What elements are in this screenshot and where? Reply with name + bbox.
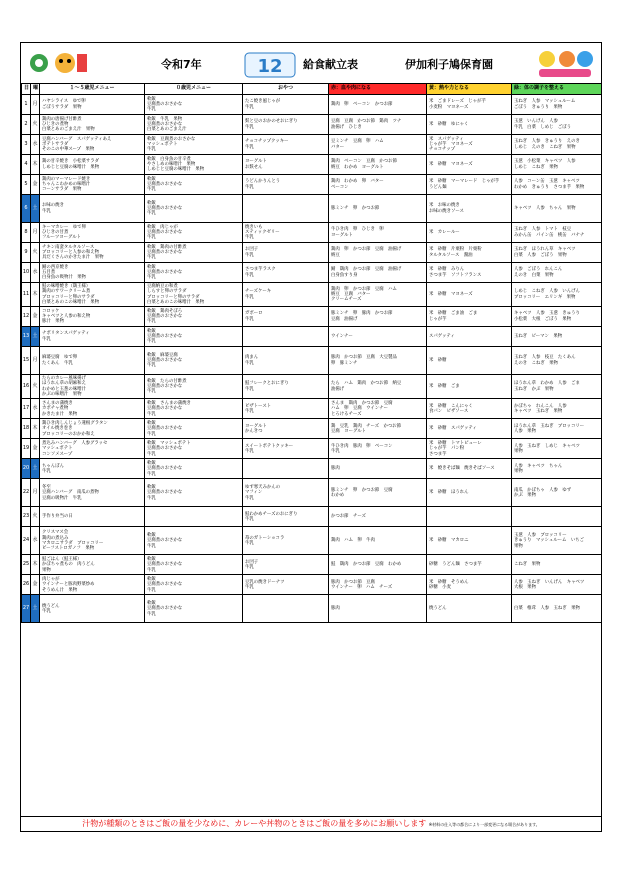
weekday-cell: 火 bbox=[31, 375, 40, 399]
weekday-cell: 火 bbox=[31, 507, 40, 527]
day-cell: 15 bbox=[22, 347, 31, 375]
green-group-cell: 人参 ごぼう れんこん えのき 白菜 果物 bbox=[512, 263, 602, 283]
green-group-cell: 玉ねぎ 人参 トマト 枝豆 みかん缶 パイン缶 桃缶 バナナ bbox=[512, 223, 602, 243]
page-title: 給食献立表 bbox=[303, 58, 358, 71]
menu-zero-cell: 軟飯 豆腐煮のおさかな マッシュポテト 牛乳 bbox=[145, 135, 243, 155]
green-group-cell: 玉ねぎ ほうれん草 キャベツ 白菜 人参 ごぼう 果物 bbox=[512, 243, 602, 263]
table-row bbox=[22, 307, 602, 327]
day-cell: 11 bbox=[22, 283, 31, 307]
menu-upper-cell: 鶏ひき肉しんじょう蓮根グラタン オイル焼き巻き ブロッコリーのおかか和え bbox=[40, 419, 145, 439]
menu-zero-cell: 軟飯 豆腐煮のおさかな 牛乳 bbox=[145, 527, 243, 555]
snack-cell: ビザトースト 牛乳 bbox=[243, 399, 329, 419]
green-group-cell: こねぎ 果物 bbox=[512, 555, 602, 575]
weekday-cell: 金 bbox=[31, 307, 40, 327]
yellow-group-cell: 米 砂糖 ゆにゃく bbox=[427, 115, 512, 135]
table-row bbox=[22, 459, 602, 479]
snack-cell: 焼きいも スティックゼリー 牛乳 bbox=[243, 223, 329, 243]
menu-zero-cell: 軟飯 白身魚の甘辛煮 やさしめの味噌汁 果物 しめじと豆腐の味噌汁 果物 bbox=[145, 155, 243, 175]
weekday-cell: 土 bbox=[31, 195, 40, 223]
green-group-cell: キャベツ 人参 玉葱 きゅうり 小松菜 大根 ごぼう 果物 bbox=[512, 307, 602, 327]
day-cell: 26 bbox=[22, 575, 31, 595]
col-weekday: 曜 bbox=[31, 84, 40, 95]
green-group-cell: 人参 キャベツ ちゃん 果物 bbox=[512, 459, 602, 479]
red-group-cell: 鯖 鶏肉 かつお節 豆腐 油揚げ 白身魚すり身 bbox=[329, 263, 427, 283]
weekday-cell: 木 bbox=[31, 555, 40, 575]
menu-upper-cell: コロッケ キャベツと人参の和え物 豚汁 果物 bbox=[40, 307, 145, 327]
table-row bbox=[22, 175, 602, 195]
green-group-cell: 玉ねぎ 人参 枝豆 たくあん えのき こねぎ 果物 bbox=[512, 347, 602, 375]
weekday-cell: 月 bbox=[31, 347, 40, 375]
table-row bbox=[22, 419, 602, 439]
menu-zero-cell: 軟飯 鶏肉の甘酢煮 豆腐煮のおさかな 牛乳 bbox=[145, 243, 243, 263]
col-menu-zero: ０歳児メニュー bbox=[145, 84, 243, 95]
table-row bbox=[22, 283, 602, 307]
yellow-group-cell: 米 砂糖 マカロニ bbox=[427, 527, 512, 555]
yellow-group-cell: 米 お味の焼き お味の焼きソース bbox=[427, 195, 512, 223]
table-header bbox=[22, 84, 602, 95]
red-group-cell: 豚肉 かつお節 豆腐 ウインナー 卵 ハム チーズ bbox=[329, 575, 427, 595]
weekday-cell: 火 bbox=[31, 243, 40, 263]
nursery-name: 伊加利子鳩保育園 bbox=[405, 58, 493, 71]
footer-note: 汁物が種類のときはご飯の量を少なめに、カレーや丼物のときはご飯の量を多めにお願いします bbox=[82, 819, 427, 828]
table-row bbox=[22, 115, 602, 135]
yellow-group-cell: 米 砂糖 マヨネーズ bbox=[427, 283, 512, 307]
menu-upper-cell: 焼うどん 牛乳 bbox=[40, 595, 145, 623]
menu-upper-cell: お味の焼き 牛乳 bbox=[40, 195, 145, 223]
menu-table bbox=[21, 83, 601, 623]
red-group-cell: さんま 鶏肉 かつお節 豆腐 ハム 卵 豆腐 ウインナー とろけるチーズ bbox=[329, 399, 427, 419]
yellow-group-cell: 米 砂糖 こんにゃく 食パン ピザソース bbox=[427, 399, 512, 419]
menu-zero-cell: 軟飯 豆腐煮のおさかな 牛乳 bbox=[145, 479, 243, 507]
table-row bbox=[22, 155, 602, 175]
green-group-cell: 玉葱 いんげん 人参 牛乳 白菜 しめじ ごぼう bbox=[512, 115, 602, 135]
snack-cell: スイートポテトクッキー 牛乳 bbox=[243, 439, 329, 459]
green-group-cell: 玉ねぎ 人参 きゅうり えのき しめじ えのき こねぎ 果物 bbox=[512, 135, 602, 155]
weekday-cell: 木 bbox=[31, 283, 40, 307]
snack-cell: 麩と豆のおかのせおにぎり 牛乳 bbox=[243, 115, 329, 135]
weekday-cell: 月 bbox=[31, 479, 40, 507]
day-cell: 24 bbox=[22, 527, 31, 555]
day-cell: 13 bbox=[22, 327, 31, 347]
menu-zero-cell: 軟飯 豆腐煮のおさかな 牛乳 bbox=[145, 575, 243, 595]
menu-zero-cell: 軟飯 豆腐煮のおさかな 牛乳 bbox=[145, 419, 243, 439]
yellow-group-cell: スパゲッティ bbox=[427, 327, 512, 347]
day-cell: 20 bbox=[22, 459, 31, 479]
red-group-cell: 鶏肉 卵 かつお節 豆腐 ハム 納豆 豆腐 バター クリームチーズ bbox=[329, 283, 427, 307]
yellow-group-cell: 米 スパゲッティ じゃが芋 マヨネーズ チョコチップ bbox=[427, 135, 512, 155]
green-group-cell: キャベツ 人参 ちゃん 果物 bbox=[512, 195, 602, 223]
snack-cell bbox=[243, 459, 329, 479]
green-group-cell: 玉葱 人参 ブロッコリー きゅうり マッシュルーム いちご 果物 bbox=[512, 527, 602, 555]
menu-zero-cell: 軟飯 豆腐煮のおさかな 牛乳 bbox=[145, 595, 243, 623]
col-green-group: 緑：体の調子を整える bbox=[512, 84, 602, 95]
menu-upper-cell: 手作り弁当の日 bbox=[40, 507, 145, 527]
red-group-cell: 豚ミンチ 卵 かつお節 bbox=[329, 195, 427, 223]
table-body bbox=[22, 95, 602, 623]
day-cell: 3 bbox=[22, 135, 31, 155]
red-group-cell: 牛ひき肉 豚肉 卵 ベーコン 牛乳 bbox=[329, 439, 427, 459]
col-day: 日 bbox=[22, 84, 31, 95]
era-label: 令和7年 bbox=[161, 58, 202, 71]
red-group-cell: たら ハム 鶏肉 かつお節 納豆 油揚げ bbox=[329, 375, 427, 399]
weekday-cell: 土 bbox=[31, 327, 40, 347]
menu-upper-cell: ナポリタンスパゲッティ 牛乳 bbox=[40, 327, 145, 347]
green-group-cell: ほうれん草 わかめ 人参 ごま 玉ねぎ かぶ 果物 bbox=[512, 375, 602, 399]
snack-cell: チョコチップクッキー 牛乳 bbox=[243, 135, 329, 155]
menu-upper-cell: たらのカレー風味揚げ ほうれん草の胡麻和え わかめと玉葱の味噌汁 かぶの味噌汁 果物 bbox=[40, 375, 145, 399]
snack-cell: 豆乳の焼きドーナツ 牛乳 bbox=[243, 575, 329, 595]
table-row bbox=[22, 399, 602, 419]
green-group-cell: 人参 玉ねぎ いんげん キャベツ 大根 果物 bbox=[512, 575, 602, 595]
menu-zero-cell: 軟飯 マッシュポテト 豆腐煮のおさかな 牛乳 bbox=[145, 439, 243, 459]
red-group-cell: 鶏肉 ベーコン 豆腐 かつお節 納豆 わかめ ヨーグルト bbox=[329, 155, 427, 175]
table-row bbox=[22, 195, 602, 223]
yellow-group-cell: 米 砂糖 ごま bbox=[427, 375, 512, 399]
table-row bbox=[22, 327, 602, 347]
red-group-cell: ウインナー bbox=[329, 327, 427, 347]
menu-upper-cell: 冬至 豆腐ハンバーグ 南瓜の煮物 豆腐の吸物汁 牛乳 bbox=[40, 479, 145, 507]
weekday-cell: 水 bbox=[31, 399, 40, 419]
green-group-cell: 白菜 椎茸 人参 玉ねぎ 果物 bbox=[512, 595, 602, 623]
footer bbox=[21, 816, 601, 831]
day-cell: 9 bbox=[22, 243, 31, 263]
snack-cell: さつま芋ラスク 牛乳 bbox=[243, 263, 329, 283]
day-cell: 25 bbox=[22, 555, 31, 575]
red-group-cell: 豚ミンチ 卵 かつお節 豆腐 わかめ bbox=[329, 479, 427, 507]
snack-cell: うどんかりんとう 牛乳 bbox=[243, 175, 329, 195]
day-cell: 4 bbox=[22, 155, 31, 175]
snack-cell: ガボーロ 牛乳 bbox=[243, 307, 329, 327]
menu-zero-cell: 豆腐納豆の和煮 しらすと卵のサラダ ブロッコリーと卵のサラダ 白菜とあのこの味噌汁 果物 bbox=[145, 283, 243, 307]
menu-upper-cell: 煮込みハンバーグ 人参グラッセ マッシュポテト コンソメスープ bbox=[40, 439, 145, 459]
red-group-cell: 豚ミンチ 卵 豚肉 かつお節 豆腐 油揚げ bbox=[329, 307, 427, 327]
menu-zero-cell: 軟飯 豆腐煮のおさかな 牛乳 bbox=[145, 195, 243, 223]
menu-zero-cell: 軟飯 牛乳 果物 豆腐煮のおさかな 白菜とあのごまえ汁 bbox=[145, 115, 243, 135]
red-group-cell: 鶏肉 卵 ベーコン かつお節 bbox=[329, 95, 427, 115]
menu-zero-cell: 軟飯 豆腐煮のおさかな 牛乳 bbox=[145, 263, 243, 283]
snack-cell: 肉まん 牛乳 bbox=[243, 347, 329, 375]
green-group-cell: しめじ こねぎ 人参 いんげん ブロッコリー エリンギ 果物 bbox=[512, 283, 602, 307]
red-group-cell: 豚肉 かつお節 豆腐 大豆製品 卵 豚ミンチ bbox=[329, 347, 427, 375]
red-group-cell: 鮭 鶏肉 かつお節 豆腐 わかめ bbox=[329, 555, 427, 575]
table-row bbox=[22, 575, 602, 595]
red-group-cell: 豆腐 豆腐 かつお節 鶏肉 ツナ 油揚げ ひじき bbox=[329, 115, 427, 135]
table-row bbox=[22, 263, 602, 283]
green-group-cell: ほうれん草 玉ねぎ ブロッコリー 人参 果物 bbox=[512, 419, 602, 439]
day-cell: 10 bbox=[22, 263, 31, 283]
table-row bbox=[22, 439, 602, 459]
table-row bbox=[22, 95, 602, 115]
snack-cell bbox=[243, 595, 329, 623]
snack-cell: たこ焼き風じゃが 牛乳 bbox=[243, 95, 329, 115]
yellow-group-cell: 米 ごまドレーズ じゃが芋 小麦粉 マヨネーズ bbox=[427, 95, 512, 115]
menu-zero-cell: 軟飯 豆腐煮のおさかな 牛乳 bbox=[145, 327, 243, 347]
red-group-cell: かつお節 チーズ bbox=[329, 507, 427, 527]
day-cell: 6 bbox=[22, 195, 31, 223]
menu-upper-cell: ハヤシライス ゆで卵 ごぼうサラダ 果物 bbox=[40, 95, 145, 115]
yellow-group-cell bbox=[427, 507, 512, 527]
children-icon bbox=[533, 47, 595, 79]
snack-cell: ヨーグルト お麩せん bbox=[243, 155, 329, 175]
menu-zero-cell: 軟飯 たらの甘酢煮 豆腐煮のおさかな 牛乳 bbox=[145, 375, 243, 399]
day-cell: 5 bbox=[22, 175, 31, 195]
day-cell: 2 bbox=[22, 115, 31, 135]
snack-cell: お団子 牛乳 bbox=[243, 243, 329, 263]
menu-sheet bbox=[20, 42, 602, 832]
red-group-cell: 鶏肉 卵 かつお節 豆腐 油揚げ 納豆 bbox=[329, 243, 427, 263]
footer-small: ※材料の仕入等の都合により一部変更になる場合があります。 bbox=[428, 822, 540, 827]
col-red-group: 赤：血や肉になる bbox=[329, 84, 427, 95]
weekday-cell: 月 bbox=[31, 223, 40, 243]
yellow-group-cell: 米 砂糖 みりん さつま芋 ソフトフランス bbox=[427, 263, 512, 283]
green-group-cell bbox=[512, 507, 602, 527]
weekday-cell: 土 bbox=[31, 459, 40, 479]
day-cell: 8 bbox=[22, 223, 31, 243]
table-row bbox=[22, 555, 602, 575]
green-group-cell: 人参 コーン缶 玉葱 キャベツ わかめ きゅうり さつま芋 果物 bbox=[512, 175, 602, 195]
green-group-cell: 玉ねぎ 人参 マッシュルーム ごぼう きゅうり 果物 bbox=[512, 95, 602, 115]
col-menu-upper: １～５歳児メニュー bbox=[40, 84, 145, 95]
yellow-group-cell: 米 カレールー bbox=[427, 223, 512, 243]
green-group-cell: 南瓜 かぼちゃ 人参 ゆず かぶ 果物 bbox=[512, 479, 602, 507]
day-cell: 17 bbox=[22, 399, 31, 419]
table-row bbox=[22, 135, 602, 155]
weekday-cell: 木 bbox=[31, 419, 40, 439]
menu-upper-cell: さんまの蒲焼き カボチャ煮物 かきたま汁 果物 bbox=[40, 399, 145, 419]
table-row bbox=[22, 595, 602, 623]
menu-zero-cell: 軟飯 麻婆豆腐 豆腐煮のおさかな 牛乳 bbox=[145, 347, 243, 375]
weekday-cell: 水 bbox=[31, 263, 40, 283]
menu-upper-cell: 肉じゃが ウインナーと豚肉野菜炒め そうめん汁 果物 bbox=[40, 575, 145, 595]
red-group-cell: 豆ミンチ 豆腐 卵 ハム バター bbox=[329, 135, 427, 155]
yellow-group-cell: 米 砂糖 マーマレード じゃが芋 うどん麺 bbox=[427, 175, 512, 195]
yellow-group-cell: 米 焼きそば麺 焼きそばソース bbox=[427, 459, 512, 479]
yellow-group-cell: 米 砂糖 ごま油 ごま じゃが芋 bbox=[427, 307, 512, 327]
yellow-group-cell: 米 砂糖 スパゲッティ bbox=[427, 419, 512, 439]
yellow-group-cell: 米 砂糖 そうめん 砂糖 小麦 bbox=[427, 575, 512, 595]
snack-cell: お団子 牛乳 bbox=[243, 555, 329, 575]
table-row bbox=[22, 375, 602, 399]
menu-upper-cell: チキン南蛮タルタルソース ブロッコリーと人参の和え物 具だくさんのかきたま汁 果物 bbox=[40, 243, 145, 263]
col-snack: おやつ bbox=[243, 84, 329, 95]
menu-zero-cell: 軟飯 豆腐煮のおさかな 牛乳 bbox=[145, 175, 243, 195]
menu-upper-cell: 鮭の味噌焼き（鶏王様） 鶏肉のサワークリーム煮 ブロッコリーと卵のサラダ 白菜とあのこの味噌汁 果物 bbox=[40, 283, 145, 307]
menu-upper-cell: クリスマス会 鶏肉の煮込み マカロニサラダ ブロッコリー ビーフストロガノフ 果物 bbox=[40, 527, 145, 555]
yellow-group-cell: 焼うどん bbox=[427, 595, 512, 623]
col-yellow-group: 黄：熱や力となる bbox=[427, 84, 512, 95]
weekday-cell: 金 bbox=[31, 575, 40, 595]
day-cell: 22 bbox=[22, 479, 31, 507]
snack-cell bbox=[243, 195, 329, 223]
weekday-cell: 水 bbox=[31, 527, 40, 555]
weekday-cell: 木 bbox=[31, 155, 40, 175]
december-icon bbox=[243, 47, 297, 79]
table-row bbox=[22, 479, 602, 507]
menu-zero-cell bbox=[145, 507, 243, 527]
menu-upper-cell: 鶏の甘辛焼き 小松菜サラダ しめじと豆腐の味噌汁 果物 bbox=[40, 155, 145, 175]
day-cell: 16 bbox=[22, 375, 31, 399]
weekday-cell: 火 bbox=[31, 115, 40, 135]
menu-upper-cell: 鯖の西京焼き 五目煮 白身魚の吸物汁 果物 bbox=[40, 263, 145, 283]
red-group-cell: 豚肉 bbox=[329, 459, 427, 479]
menu-upper-cell: キーマカレー ゆで卵 ひじきの甘煮 フルーツヨーグルト bbox=[40, 223, 145, 243]
menu-zero-cell: 軟飯 鶏肉そぼろ 豆腐煮のおさかな 牛乳 bbox=[145, 307, 243, 327]
day-cell: 1 bbox=[22, 95, 31, 115]
table-row bbox=[22, 527, 602, 555]
menu-upper-cell: 麻婆豆腐 ゆで卵 たくあん 牛乳 bbox=[40, 347, 145, 375]
menu-upper-cell: 豆腐ハンバーグ スパゲッティあえ ポテトサラダ そのこの中華スープ 果物 bbox=[40, 135, 145, 155]
snack-cell: チーズケーキ 牛乳 bbox=[243, 283, 329, 307]
weekday-cell: 金 bbox=[31, 439, 40, 459]
menu-zero-cell: 軟飯 肉じゃが 豆腐煮のおさかな 牛乳 bbox=[145, 223, 243, 243]
green-group-cell: 人参 玉ねぎ しめじ キャベツ 果物 bbox=[512, 439, 602, 459]
green-group-cell: 玉葱 小松菜 キャベツ 人参 しめじ こねぎ 果物 bbox=[512, 155, 602, 175]
month-label: 12 bbox=[257, 56, 283, 77]
day-cell: 19 bbox=[22, 439, 31, 459]
menu-upper-cell: 鶏肉のマーマレード焼き ちゃんこわかめの味噌汁 コーンサラダ 果物 bbox=[40, 175, 145, 195]
snack-cell: ヨーグルト かんきつ bbox=[243, 419, 329, 439]
yellow-group-cell: 米 砂糖 ほうれん bbox=[427, 479, 512, 507]
yellow-group-cell: 米 砂糖 トマトピューレ じゃが芋 パン粉 さつま芋 bbox=[427, 439, 512, 459]
red-group-cell: 鶏肉 ハム 卵 牛肉 bbox=[329, 527, 427, 555]
snack-cell: 鮭わかめチーズのおにぎり 牛乳 bbox=[243, 507, 329, 527]
day-cell: 12 bbox=[22, 307, 31, 327]
table-row bbox=[22, 347, 602, 375]
green-group-cell: 玉ねぎ ピーマン 果物 bbox=[512, 327, 602, 347]
weekday-cell: 水 bbox=[31, 135, 40, 155]
menu-upper-cell: 鮭ごはん（鮭王様） かぼちゃ煮もの 肉うどん 果物 bbox=[40, 555, 145, 575]
menu-upper-cell: ちゃんぽん 牛乳 bbox=[40, 459, 145, 479]
day-cell: 18 bbox=[22, 419, 31, 439]
menu-zero-cell: 軟飯 豆腐煮のおさかな 牛乳 bbox=[145, 459, 243, 479]
menu-zero-cell: 軟飯 豆腐煮のおさかな 牛乳 bbox=[145, 95, 243, 115]
table-row bbox=[22, 507, 602, 527]
header bbox=[21, 43, 601, 84]
yellow-group-cell: 米 砂糖 bbox=[427, 347, 512, 375]
yellow-group-cell: 米 砂糖 片栗粉 片栗粉 タルタルソース 醤油 bbox=[427, 243, 512, 263]
yellow-group-cell: 米 砂糖 マヨネーズ bbox=[427, 155, 512, 175]
weekday-cell: 土 bbox=[31, 595, 40, 623]
menu-upper-cell: 鶏肉の唐揚げ甘酢煮 ひじきの煮物 白菜とあのごまえ汁 果物 bbox=[40, 115, 145, 135]
clover-icon bbox=[27, 48, 89, 78]
red-group-cell: 牛ひき肉 卵 ひじき 卵 ヨーグルト bbox=[329, 223, 427, 243]
green-group-cell: かぼちゃ れんこん 人参 キャベツ 玉ねぎ 果物 bbox=[512, 399, 602, 419]
snack-cell: ゆず寒天みかんの マフィン 牛乳 bbox=[243, 479, 329, 507]
red-group-cell: 豚肉 bbox=[329, 595, 427, 623]
red-group-cell: 鶏 豆乳 鶏肉 チーズ かつお節 豆腐 ヨーグルト bbox=[329, 419, 427, 439]
menu-zero-cell: 軟飯 豆腐煮のおさかな 牛乳 bbox=[145, 555, 243, 575]
day-cell: 23 bbox=[22, 507, 31, 527]
snack-cell bbox=[243, 327, 329, 347]
yellow-group-cell: 砂糖 うどん麺 さつま芋 bbox=[427, 555, 512, 575]
menu-zero-cell: 軟飯 さんまの蒲焼き 豆腐煮のおさかな 牛乳 bbox=[145, 399, 243, 419]
table-row bbox=[22, 243, 602, 263]
snack-cell: 苺のガトーショコラ 牛乳 bbox=[243, 527, 329, 555]
weekday-cell: 金 bbox=[31, 175, 40, 195]
day-cell: 27 bbox=[22, 595, 31, 623]
weekday-cell: 月 bbox=[31, 95, 40, 115]
red-group-cell: 鶏肉 わかめ 卵 バター ベーコン bbox=[329, 175, 427, 195]
table-row bbox=[22, 223, 602, 243]
snack-cell: 鮭フレークとおにぎり 牛乳 bbox=[243, 375, 329, 399]
